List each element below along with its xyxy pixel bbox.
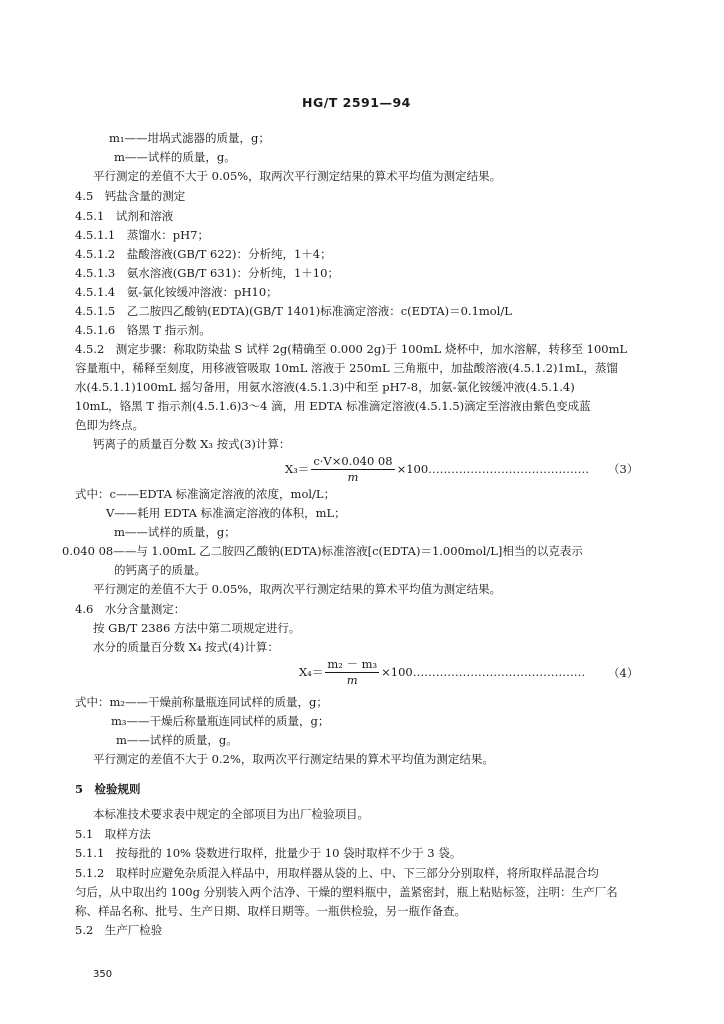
- text-line: m——试样的质量，g。: [116, 733, 238, 747]
- text-line: m₁——坩埚式滤器的质量，g；: [109, 131, 270, 145]
- text-line: 10mL，铬黑 T 指示剂(4.5.1.6)3～4 滴，用 EDTA 标准滴定溶液(4.5.1.5)滴定至溶液由紫色变成蓝: [75, 399, 591, 413]
- formula-lhs: X₃＝: [285, 462, 310, 476]
- section-heading: 5.2 生产厂检验: [75, 923, 163, 937]
- text-line: 4.5.1.2 盐酸溶液(GB/T 622)：分析纯，1＋4；: [75, 247, 332, 261]
- text-line: 4.5.2 测定步骤：称取防染盐 S 试样 2g(精确至 0.000 2g)于 100mL 烧杯中，加水溶解，转移至 100mL: [75, 342, 628, 356]
- formula-leader-dots: ………………………………………: [412, 665, 586, 679]
- formula-suffix: ×100: [396, 462, 429, 476]
- text-line: m₃——干燥后称量瓶连同试样的质量，g；: [111, 714, 330, 728]
- text-line: 4.5.1.1 蒸馏水：pH7；: [75, 228, 209, 242]
- text-line: 4.5.1.5 乙二胺四乙酸钠(EDTA)(GB/T 1401)标准滴定溶液：c(EDTA)＝0.1mol/L: [75, 304, 512, 318]
- text-line: 式中：m₂——干燥前称量瓶连同试样的质量，g；: [75, 695, 328, 709]
- text-line: 水(4.5.1.1)100mL 摇匀备用，用氨水溶液(4.5.1.3)中和至 pH7-8，加氨-氯化铵缓冲液(4.5.1.4): [75, 380, 575, 394]
- section-heading: 4.6 水分含量测定：: [75, 602, 186, 616]
- formula-denominator: m: [346, 673, 358, 687]
- text-line: V——耗用 EDTA 标准滴定溶液的体积，mL；: [106, 506, 346, 520]
- text-line: 的钙离子的质量。: [114, 563, 206, 577]
- section-heading: 4.5.1 试剂和溶液: [75, 209, 174, 223]
- page-number: 350: [93, 969, 113, 980]
- section-heading: 5.1 取样方法: [75, 827, 151, 841]
- text-line: 平行测定的差值不大于 0.2%，取两次平行测定结果的算术平均值为测定结果。: [93, 752, 494, 766]
- text-line: 称、样品名称、批号、生产日期、取样日期等。一瓶供检验，另一瓶作备查。: [75, 904, 466, 918]
- formula-numerator: c·V×0.040 08: [313, 454, 393, 468]
- text-line: 5.1.2 取样时应避免杂质混入样品中，用取样器从袋的上、中、下三部分分别取样，将所取样品混合均: [75, 866, 599, 880]
- equation-number: （3）: [608, 462, 639, 476]
- equation-number: （4）: [608, 666, 639, 680]
- text-line: 本标准技术要求表中规定的全部项目为出厂检验项目。: [93, 807, 369, 821]
- formula-lhs: X₄＝: [299, 665, 324, 679]
- text-line: 4.5.1.4 氨-氯化铵缓冲溶液：pH10；: [75, 285, 278, 299]
- text-line: 匀后，从中取出约 100g 分别装入两个洁净、干燥的塑料瓶中，盖紧密封，瓶上粘贴标签，注明：生产厂名: [75, 885, 618, 899]
- text-line: 钙离子的质量百分数 X₃ 按式(3)计算：: [93, 437, 291, 451]
- formula-numerator: m₂ － m₃: [327, 657, 378, 671]
- chapter-heading: 5 检验规则: [75, 782, 141, 796]
- text-line: 4.5.1.6 铬黑 T 指示剂。: [75, 323, 211, 337]
- text-line: m——试样的质量，g；: [114, 525, 236, 539]
- text-line: 5.1.1 按每批的 10% 袋数进行取样，批量少于 10 袋时取样不少于 3 袋。: [75, 846, 462, 860]
- text-line: 4.5.1.3 氨水溶液(GB/T 631)：分析纯，1＋10；: [75, 266, 339, 280]
- text-line: 色即为终点。: [75, 418, 144, 432]
- text-line: 式中：c——EDTA 标准滴定溶液的浓度，mol/L；: [75, 487, 336, 501]
- text-line: 水分的质量百分数 X₄ 按式(4)计算：: [93, 640, 279, 654]
- text-line: 平行测定的差值不大于 0.05%，取两次平行测定结果的算术平均值为测定结果。: [93, 169, 502, 183]
- text-line: 平行测定的差值不大于 0.05%，取两次平行测定结果的算术平均值为测定结果。: [93, 582, 502, 596]
- formula-leader-dots: ……………………………………: [428, 462, 590, 476]
- section-heading: 4.5 钙盐含量的测定: [75, 189, 186, 203]
- text-line: 按 GB/T 2386 方法中第二项规定进行。: [93, 621, 301, 635]
- formula-3: [285, 454, 589, 484]
- formula-4: [299, 657, 585, 687]
- formula-suffix: ×100: [381, 665, 413, 679]
- text-line: m——试样的质量，g。: [114, 150, 236, 164]
- text-line: 容量瓶中，稀释至刻度，用移液管吸取 10mL 溶液于 250mL 三角瓶中，加盐酸溶液(4.5.1.2)1mL，蒸馏: [75, 361, 618, 375]
- formula-denominator: m: [347, 470, 359, 484]
- document-header: HG/T 2591—94: [302, 95, 411, 110]
- text-line: 0.040 08——与 1.00mL 乙二胺四乙酸钠(EDTA)标准溶液[c(EDTA)＝1.000mol/L]相当的以克表示: [62, 544, 583, 558]
